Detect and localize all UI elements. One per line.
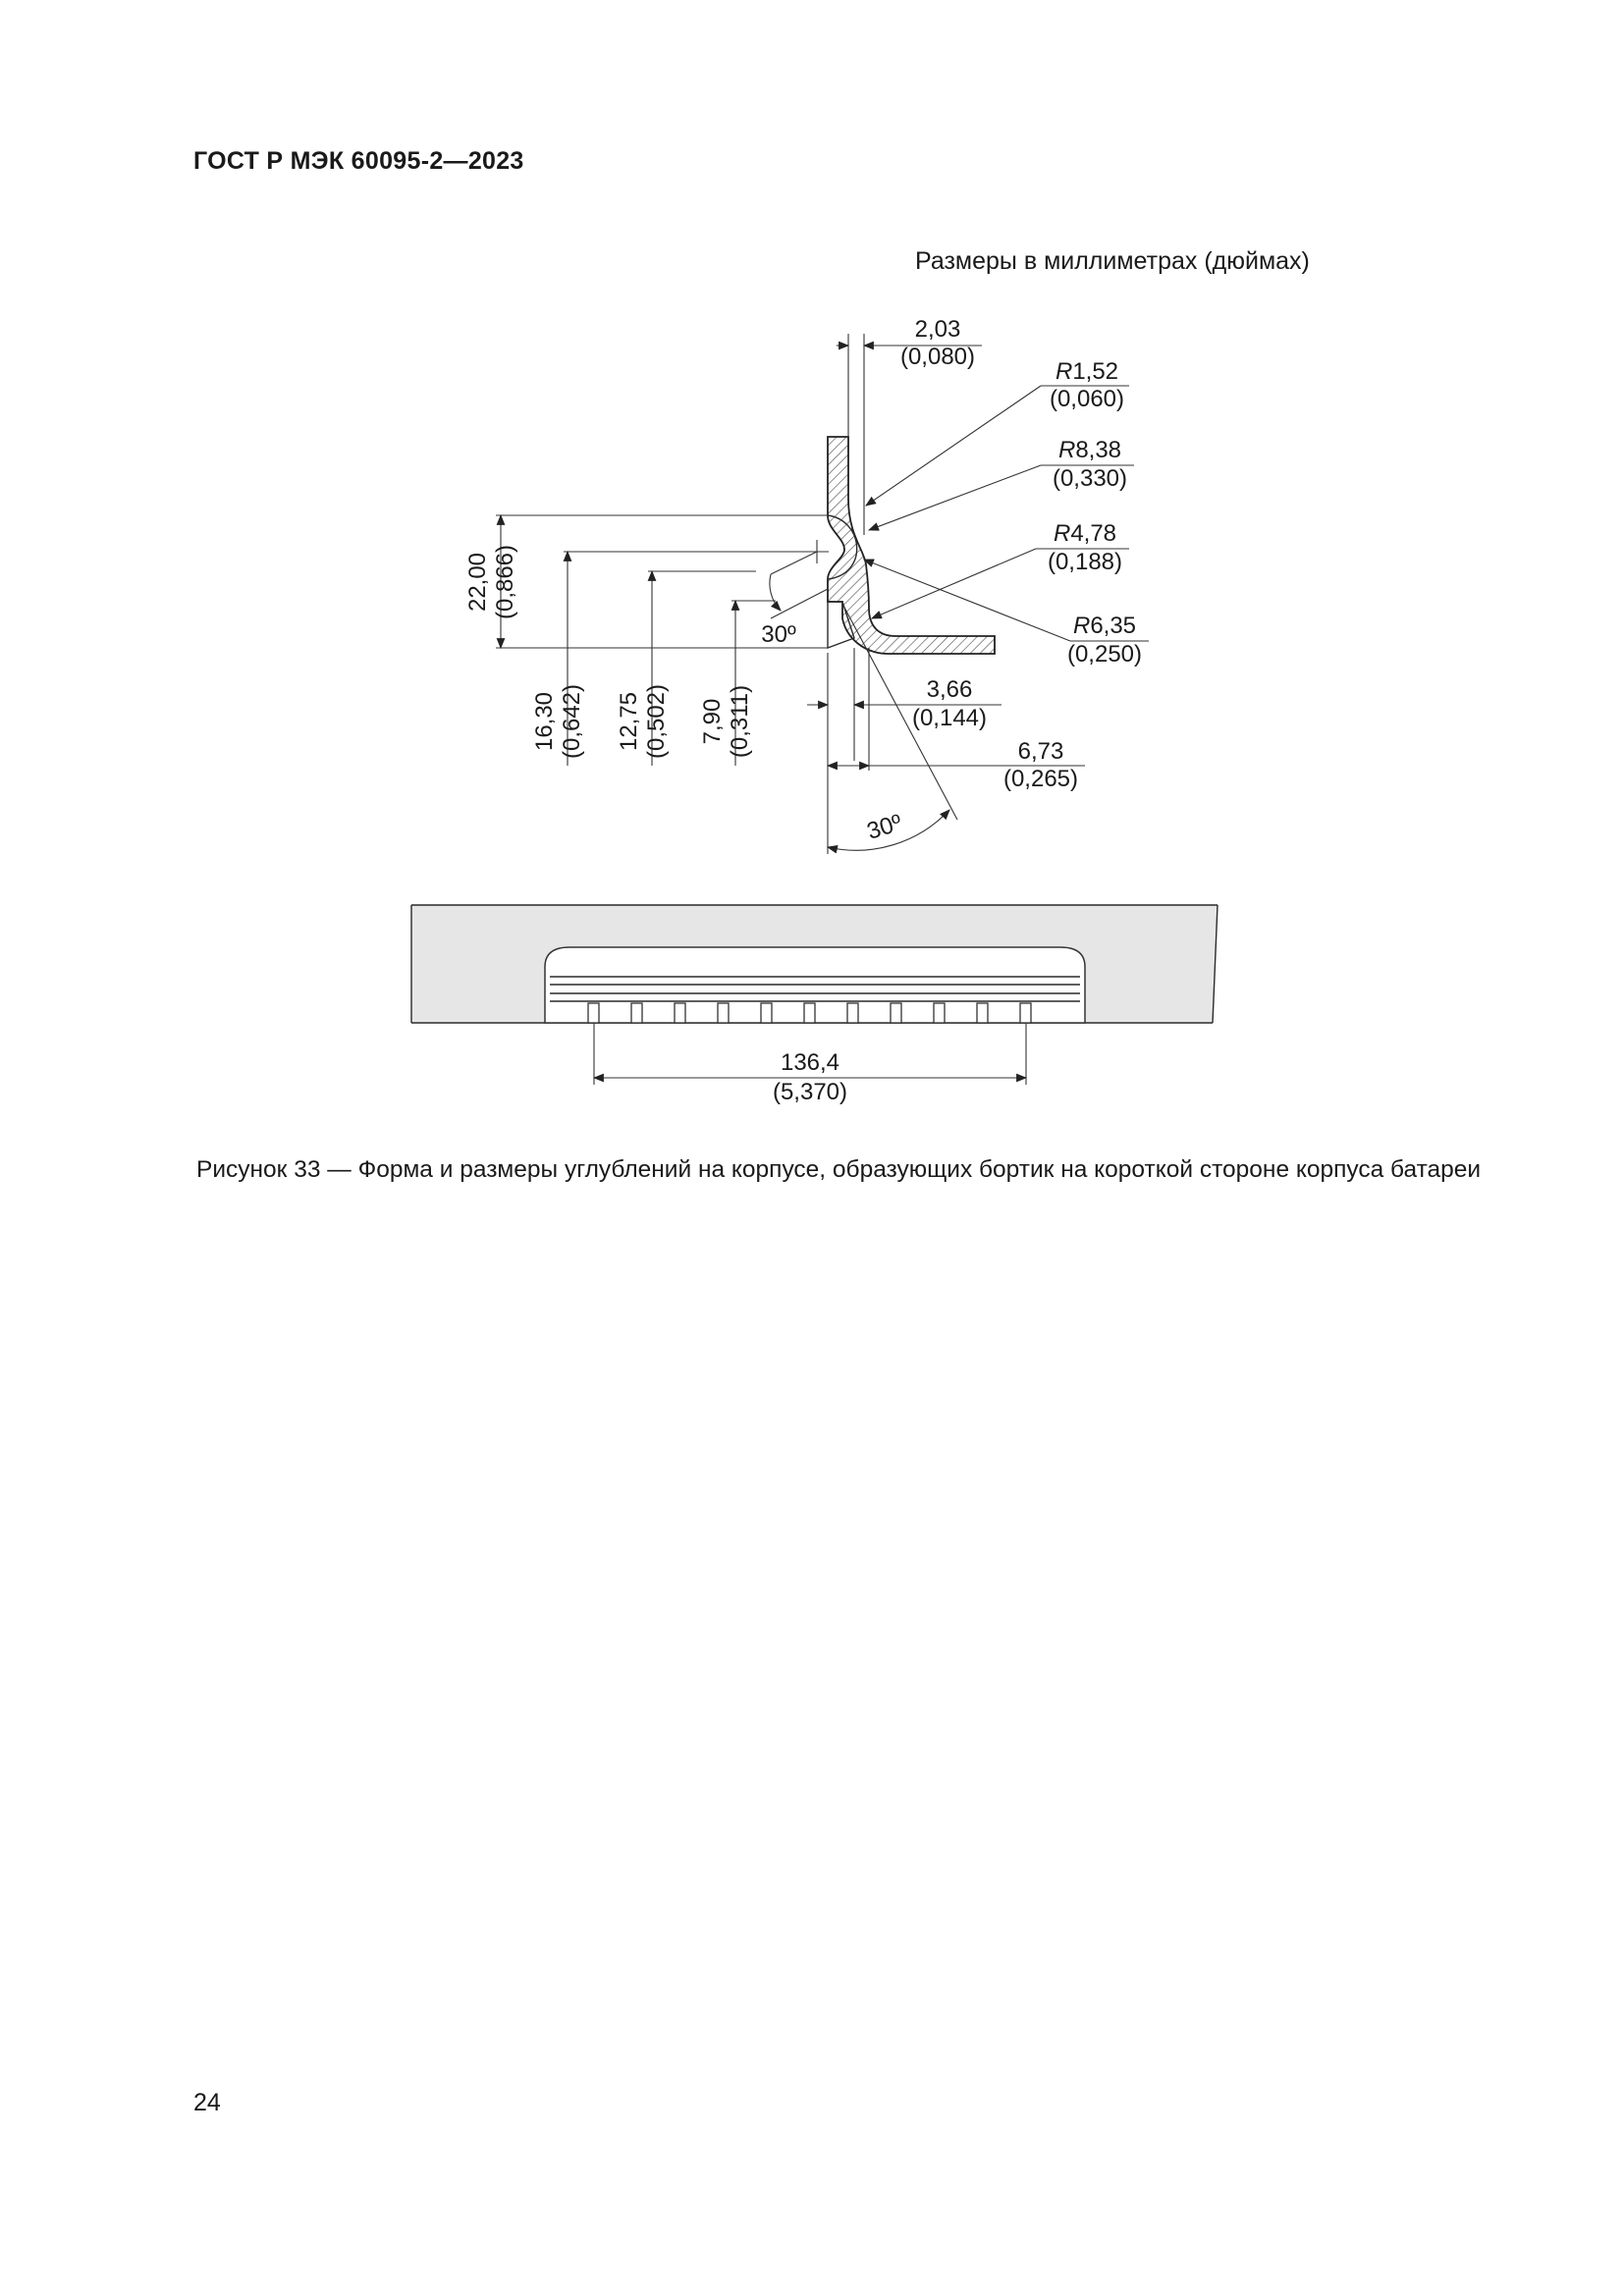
angle-30-upper <box>761 552 828 648</box>
dim-136-4 <box>594 1023 1026 1105</box>
svg-text:(0,502): (0,502) <box>643 683 670 760</box>
svg-text:16,30: 16,30 <box>531 691 558 752</box>
svg-text:(0,866): (0,866) <box>492 544 518 620</box>
dim-2-03-in: (0,080) <box>899 344 976 370</box>
svg-text:(0,144): (0,144) <box>911 705 988 731</box>
svg-text:30º: 30º <box>761 621 796 648</box>
angle-30-lower <box>828 810 949 851</box>
radius-r8-38 <box>869 437 1134 530</box>
radius-r4-78 <box>872 520 1129 618</box>
housing-view <box>411 905 1218 1023</box>
profile-body <box>828 437 995 654</box>
svg-text:136,4: 136,4 <box>780 1049 840 1076</box>
svg-text:(5,370): (5,370) <box>772 1079 848 1105</box>
dim-3-66 <box>807 676 1001 731</box>
svg-text:(0,311): (0,311) <box>727 684 753 759</box>
svg-text:(0,188): (0,188) <box>1047 549 1123 575</box>
svg-text:(0,265): (0,265) <box>1002 766 1079 792</box>
svg-text:22,00: 22,00 <box>464 552 491 613</box>
svg-text:30º: 30º <box>863 809 905 845</box>
svg-text:(0,330): (0,330) <box>1052 465 1128 492</box>
page-number: 24 <box>193 2089 221 2116</box>
svg-text:(0,060): (0,060) <box>1049 386 1125 412</box>
svg-text:3,66: 3,66 <box>926 676 973 703</box>
svg-text:R8,38: R8,38 <box>1057 437 1122 463</box>
svg-text:(0,250): (0,250) <box>1066 641 1143 667</box>
svg-text:(0,642): (0,642) <box>559 683 585 760</box>
svg-text:12,75: 12,75 <box>616 691 642 752</box>
dim-6-73 <box>828 738 1085 792</box>
dim-2-03-mm: 2,03 <box>914 316 961 343</box>
figure-caption: Рисунок 33 — Форма и размеры углублений на корпусе, образующих бортик на короткой стороне корпуса батареи <box>196 1156 1482 1183</box>
units-note: Размеры в миллиметрах (дюймах) <box>915 247 1310 275</box>
svg-text:6,73: 6,73 <box>1017 738 1064 765</box>
document-header: ГОСТ Р МЭК 60095-2—2023 <box>193 147 524 175</box>
svg-text:R1,52: R1,52 <box>1055 358 1119 385</box>
svg-text:7,90: 7,90 <box>699 698 726 745</box>
svg-text:R4,78: R4,78 <box>1053 520 1117 547</box>
dim-2-03 <box>837 316 982 370</box>
svg-text:R6,35: R6,35 <box>1072 613 1137 639</box>
profile-section <box>805 437 995 654</box>
